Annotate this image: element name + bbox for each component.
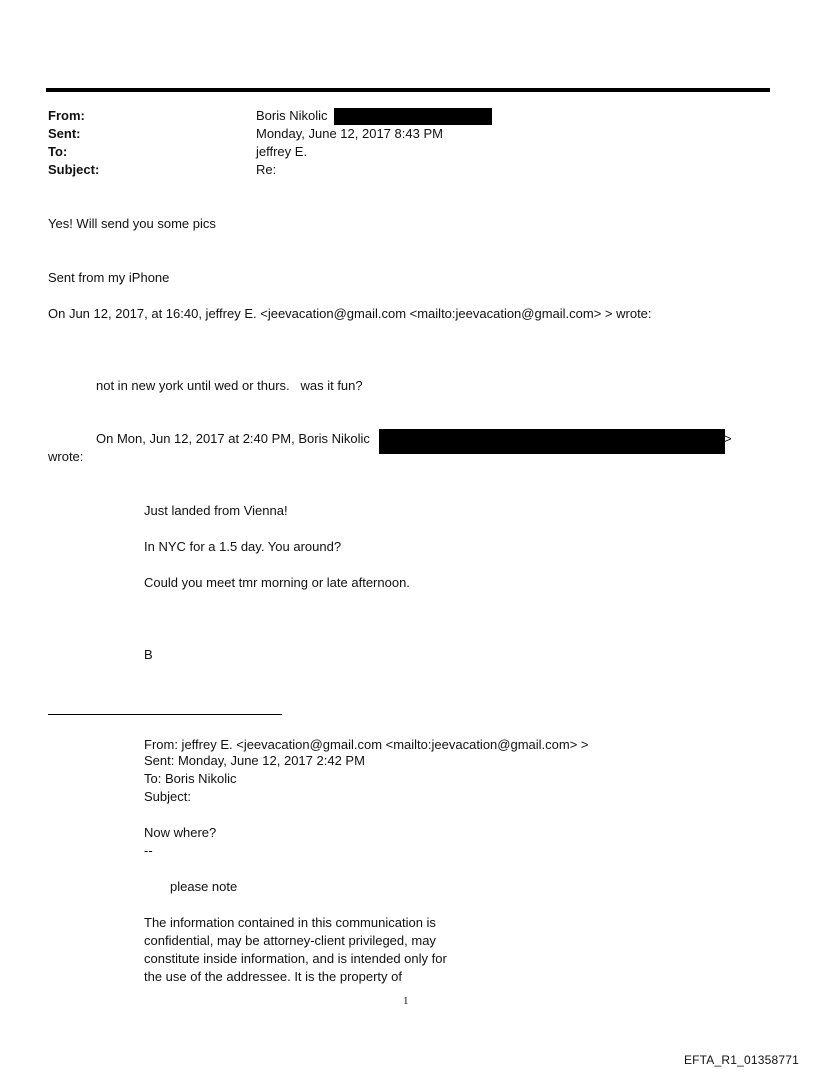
separator-rule bbox=[48, 714, 282, 715]
header-rule bbox=[46, 88, 770, 92]
subject-value: Re: bbox=[256, 162, 277, 177]
original-body: Now where? bbox=[144, 825, 217, 840]
quote2-line2: In NYC for a 1.5 day. You around? bbox=[144, 539, 342, 554]
quote1-attribution: On Jun 12, 2017, at 16:40, jeffrey E. <jeevacation@gmail.com <mailto:jeevacation@gmail.com> > wrote: bbox=[48, 306, 652, 321]
redaction-bar bbox=[334, 108, 492, 125]
disclaimer-line: confidential, may be attorney-client privileged, may bbox=[144, 933, 436, 948]
original-sent: Sent: Monday, June 12, 2017 2:42 PM bbox=[144, 753, 365, 768]
please-note: please note bbox=[170, 879, 238, 894]
redaction-bar bbox=[379, 429, 725, 454]
disclaimer-line: constitute inside information, and is intended only for bbox=[144, 951, 447, 966]
sent-value: Monday, June 12, 2017 8:43 PM bbox=[256, 126, 443, 141]
from-value: Boris Nikolic bbox=[256, 108, 328, 123]
to-value: jeffrey E. bbox=[256, 144, 308, 159]
quote2-line1: Just landed from Vienna! bbox=[144, 503, 288, 518]
quote2-wrote: wrote: bbox=[48, 449, 84, 464]
quote2-attribution: On Mon, Jun 12, 2017 at 2:40 PM, Boris Nikolic bbox=[96, 431, 370, 446]
quote2-trailing: > bbox=[724, 431, 732, 446]
page-number: 1 bbox=[403, 995, 409, 1007]
quote1-text: not in new york until wed or thurs. was it fun? bbox=[96, 378, 363, 393]
quote2-line3: Could you meet tmr morning or late afternoon. bbox=[144, 575, 410, 590]
original-to: To: Boris Nikolic bbox=[144, 771, 237, 786]
signature-dashes: -- bbox=[144, 843, 153, 858]
disclaimer-line: The information contained in this communication is bbox=[144, 915, 436, 930]
to-label: To: bbox=[48, 144, 68, 159]
sent-label: Sent: bbox=[48, 126, 81, 141]
reply-text: Yes! Will send you some pics bbox=[48, 216, 216, 231]
disclaimer-line: the use of the addressee. It is the property of bbox=[144, 969, 402, 984]
signature-text: Sent from my iPhone bbox=[48, 270, 170, 285]
original-from: From: jeffrey E. <jeevacation@gmail.com <mailto:jeevacation@gmail.com> > bbox=[144, 737, 589, 752]
quote2-sign: B bbox=[144, 647, 153, 662]
subject-label: Subject: bbox=[48, 162, 100, 177]
original-subject: Subject: bbox=[144, 789, 191, 804]
document-id: EFTA_R1_01358771 bbox=[683, 1053, 799, 1067]
from-label: From: bbox=[48, 108, 85, 123]
